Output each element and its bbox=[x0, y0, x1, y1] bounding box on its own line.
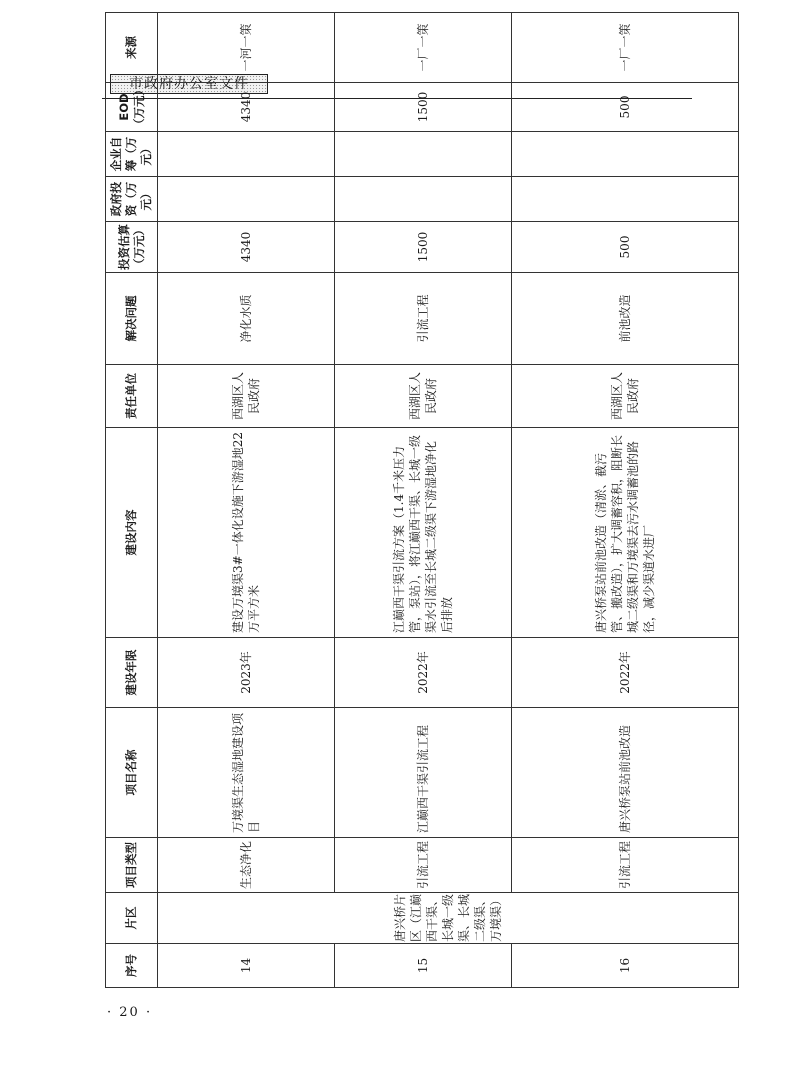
cell-estimate: 4340 bbox=[158, 222, 335, 273]
col-header-problem: 解决问题 bbox=[106, 273, 158, 365]
cell-content: 唐兴桥泵站前池改造（清淤、截污管、搬改造），扩大调蓄容积，阻断长城二级渠和万境渠去污水调蓄池的路径，减少渠道水进厂 bbox=[512, 428, 739, 638]
cell-unit: 西湖区人民政府 bbox=[512, 365, 739, 428]
cell-name: 唐兴桥泵站前池改造 bbox=[512, 708, 739, 838]
cell-source: 一厂一策 bbox=[335, 13, 512, 83]
document-header-tag: 市政府办公室文件 bbox=[110, 74, 268, 94]
cell-source: 一河一策 bbox=[158, 13, 335, 83]
cell-seq: 16 bbox=[512, 944, 739, 988]
cell-gov bbox=[158, 177, 335, 222]
table-row bbox=[512, 13, 739, 988]
cell-enterprise bbox=[335, 132, 512, 177]
project-table bbox=[105, 12, 739, 988]
cell-eod: 4340 bbox=[158, 83, 335, 132]
cell-year: 2023年 bbox=[158, 638, 335, 708]
cell-year: 2022年 bbox=[335, 638, 512, 708]
col-header-seq: 序号 bbox=[106, 944, 158, 988]
cell-gov bbox=[335, 177, 512, 222]
cell-unit: 西湖区人民政府 bbox=[335, 365, 512, 428]
col-header-year: 建设年限 bbox=[106, 638, 158, 708]
cell-type: 生态净化 bbox=[158, 838, 335, 893]
table-row bbox=[158, 13, 335, 988]
cell-content: 建设万境渠3#一体化设施下游湿地22万平方米 bbox=[158, 428, 335, 638]
cell-seq: 14 bbox=[158, 944, 335, 988]
cell-estimate: 1500 bbox=[335, 222, 512, 273]
col-header-unit: 责任单位 bbox=[106, 365, 158, 428]
col-header-estimate: 投资估算（万元） bbox=[106, 222, 158, 273]
table-row bbox=[335, 13, 512, 988]
col-header-type: 项目类型 bbox=[106, 838, 158, 893]
col-header-content: 建设内容 bbox=[106, 428, 158, 638]
cell-unit: 西湖区人民政府 bbox=[158, 365, 335, 428]
cell-problem: 前池改造 bbox=[512, 273, 739, 365]
col-header-district: 片区 bbox=[106, 893, 158, 944]
cell-gov bbox=[512, 177, 739, 222]
cell-seq: 15 bbox=[335, 944, 512, 988]
col-header-enterprise: 企业自筹（万元） bbox=[106, 132, 158, 177]
cell-eod: 1500 bbox=[335, 83, 512, 132]
col-header-gov: 政府投资（万元） bbox=[106, 177, 158, 222]
cell-enterprise bbox=[512, 132, 739, 177]
cell-estimate: 500 bbox=[512, 222, 739, 273]
cell-eod: 500 bbox=[512, 83, 739, 132]
cell-year: 2022年 bbox=[512, 638, 739, 708]
page-number: · 20 · bbox=[107, 1005, 153, 1020]
col-header-name: 项目名称 bbox=[106, 708, 158, 838]
cell-enterprise bbox=[158, 132, 335, 177]
cell-type: 引流工程 bbox=[512, 838, 739, 893]
cell-type: 引流工程 bbox=[335, 838, 512, 893]
cell-name: 万境渠生态湿地建设项目 bbox=[158, 708, 335, 838]
cell-name: 江巅西干渠引流工程 bbox=[335, 708, 512, 838]
col-header-eod: EOD（万元） bbox=[106, 83, 158, 132]
cell-problem: 净化水质 bbox=[158, 273, 335, 365]
cell-problem: 引流工程 bbox=[335, 273, 512, 365]
col-header-source: 来源 bbox=[106, 13, 158, 83]
cell-district-merged: 唐兴桥片区（江巅西干渠、长城一级渠、长城二级渠、万境渠） bbox=[158, 893, 739, 944]
table-header-row bbox=[106, 13, 158, 988]
cell-content: 江巅西干渠引流方案（1.4千米压力管，泵站），将江巅西干渠、长城一级渠水引流至长城二级渠下游湿地净化后排放 bbox=[335, 428, 512, 638]
cell-source: 一厂一策 bbox=[512, 13, 739, 83]
